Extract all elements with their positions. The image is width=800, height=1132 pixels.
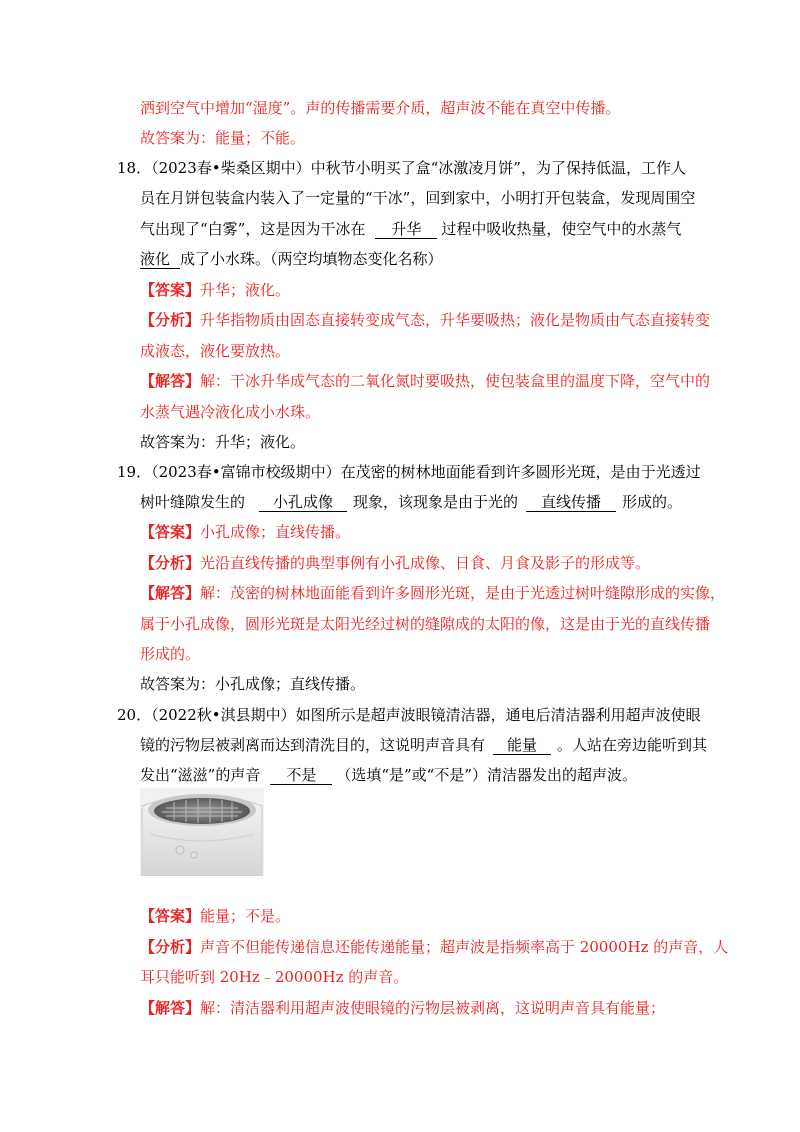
question-text: 树叶缝隙发生的 小孔成像 现象，该现象是由于光的 直线传播 形成的。 [140, 493, 683, 511]
question-text: 员在月饼包装盒内装入了一定量的“干冰”，回到家中，小明打开包装盒，发现周围空 [140, 189, 696, 207]
question-18 [117, 158, 686, 178]
solution-tag: 【解答】 [140, 584, 201, 602]
answer-line: 【答案】能量；不是。 [140, 907, 291, 925]
intro-answer-line: 故答案为：能量；不能。 [140, 129, 306, 147]
analysis-line: 【分析】光沿直线传播的典型事例有小孔成像、日食、月食及影子的形成等。 [140, 554, 651, 572]
analysis-tag: 【分析】 [140, 554, 201, 572]
analysis-line: 耳只能听到 20Hz﹣20000Hz 的声音。 [140, 968, 409, 986]
question-text: 镜的污物层被剥离而达到清洗目的，这说明声音具有 能量 。人站在旁边能听到其 [140, 736, 708, 754]
question-text: 气出现了“白雾”，这是因为干冰在 升华 过程中吸收热量，使空气中的水蒸气 [140, 220, 682, 238]
solution-line: 形成的。 [140, 645, 201, 663]
analysis-line: 成液态，液化要放热。 [140, 342, 291, 360]
solution-line: 属于小孔成像，圆形光斑是太阳光经过树的缝隙成的太阳的像，这是由于光的直线传播 [140, 615, 711, 633]
question-19 [117, 462, 701, 482]
question-number: 19． [117, 463, 152, 481]
analysis-tag: 【分析】 [140, 938, 201, 956]
final-answer: 故答案为：小孔成像；直线传播。 [140, 675, 366, 693]
solution-line: 【解答】解：茂密的树林地面能看到许多圆形光斑，是由于光透过树叶缝隙形成的实像， [140, 584, 726, 602]
answer-tag: 【答案】 [140, 281, 201, 299]
fill-blank: 直线传播 [526, 493, 616, 512]
analysis-line: 【分析】升华指物质由固态直接转变成气态，升华要吸热；液化是物质由气态直接转变 [140, 311, 711, 329]
ultrasonic-cleaner-icon [140, 788, 264, 876]
fill-blank: 液化 [140, 250, 180, 269]
question-text: （2023春•柴桑区期中）中秋节小明买了盒“冰激凌月饼”，为了保持低温，工作人 [151, 159, 686, 177]
question-number: 18． [117, 159, 152, 177]
answer-line: 【答案】小孔成像；直线传播。 [140, 523, 351, 541]
analysis-tag: 【分析】 [140, 311, 201, 329]
solution-tag: 【解答】 [140, 999, 201, 1017]
fill-blank: 小孔成像 [259, 493, 347, 512]
question-text: 液化 成了小水珠。（两空均填物态变化名称） [140, 250, 443, 268]
ultrasonic-cleaner-image [140, 788, 264, 876]
question-text: （2022秋•淇县期中）如图所示是超声波眼镜清洁器，通电后清洁器利用超声波使眼 [151, 706, 701, 724]
question-number: 20． [117, 706, 152, 724]
solution-line: 【解答】解：干冰升华成气态的二氧化氮时要吸热，使包装盒里的温度下降，空气中的 [140, 372, 711, 390]
answer-tag: 【答案】 [140, 907, 201, 925]
answer-line: 【答案】升华；液化。 [140, 281, 291, 299]
solution-line: 【解答】解：清洁器利用超声波使眼镜的污物层被剥离，这说明声音具有能量； [140, 999, 666, 1017]
question-text: （2023春•富锦市校级期中）在茂密的树林地面能看到许多圆形光斑，是由于光透过 [151, 463, 701, 481]
solution-tag: 【解答】 [140, 372, 201, 390]
question-text: 发出“滋滋”的声音 不是 （选填“是”或“不是”）清洁器发出的超声波。 [140, 766, 638, 784]
solution-line: 水蒸气遇冷液化成小水珠。 [140, 403, 321, 421]
intro-line: 洒到空气中增加“湿度”。声的传播需要介质，超声波不能在真空中传播。 [140, 99, 621, 117]
final-answer: 故答案为：升华；液化。 [140, 433, 306, 451]
analysis-line: 【分析】声音不但能传递信息还能传递能量；超声波是指频率高于 20000Hz 的声音，人 [140, 938, 729, 956]
fill-blank: 能量 [493, 736, 551, 755]
answer-tag: 【答案】 [140, 523, 201, 541]
fill-blank: 不是 [270, 766, 332, 785]
fill-blank: 升华 [375, 220, 437, 239]
question-20 [117, 705, 701, 725]
